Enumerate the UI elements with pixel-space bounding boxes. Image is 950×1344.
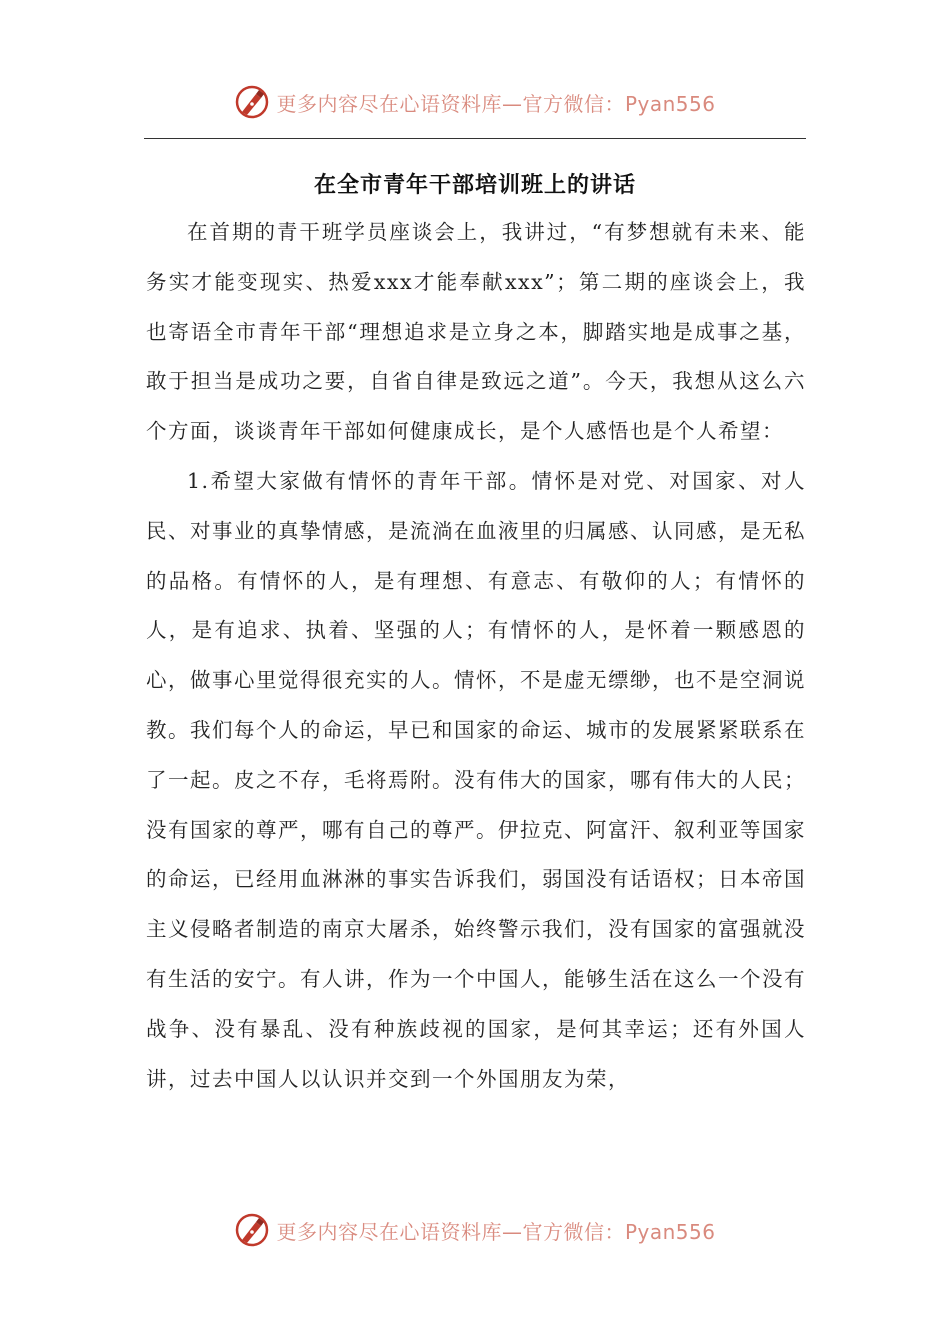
footer-banner xyxy=(0,1210,950,1250)
header-banner-text: 更多内容尽在心语资料库—官方微信：Pyan556 xyxy=(276,91,716,116)
header-banner xyxy=(0,82,950,122)
pen-nib-logo-icon xyxy=(234,1212,270,1248)
document-body xyxy=(146,208,806,1104)
pen-nib-logo-icon xyxy=(234,84,270,120)
header-divider xyxy=(144,138,806,139)
paragraph-intro: 在首期的青干班学员座谈会上，我讲过，“有梦想就有未来、能务实才能变现实、热爱xxx才能奉献xxx”；第二期的座谈会上，我也寄语全市青年干部“理想追求是立身之本，脚踏实地是成事之基，敢于担当是成功之要，自省自律是致远之道”。今天，我想从这么六个方面，谈谈青年干部如何健康成长，是个人感悟也是个人希望： xyxy=(146,220,806,444)
footer-banner-text: 更多内容尽在心语资料库—官方微信：Pyan556 xyxy=(276,1219,716,1244)
paragraph-point-1: 1.希望大家做有情怀的青年干部。情怀是对党、对国家、对人民、对事业的真挚情感，是流淌在血液里的归属感、认同感，是无私的品格。有情怀的人，是有理想、有意志、有敬仰的人；有情怀的人，是有追求、执着、坚强的人；有情怀的人，是怀着一颗感恩的心，做事心里觉得很充实的人。情怀，不是虚无缥缈，也不是空洞说教。我们每个人的命运，早已和国家的命运、城市的发展紧紧联系在了一起。皮之不存，毛将焉附。没有伟大的国家，哪有伟大的人民；没有国家的尊严，哪有自己的尊严。伊拉克、阿富汗、叙利亚等国家的命运，已经用血淋淋的事实告诉我们，弱国没有话语权；日本帝国主义侵略者制造的南京大屠杀，始终警示我们，没有国家的富强就没有生活的安宁。有人讲，作为一个中国人，能够生活在这么一个没有战争、没有暴乱、没有种族歧视的国家，是何其幸运；还有外国人讲，过去中国人以认识并交到一个外国朋友为荣， xyxy=(146,468,806,1091)
document-title: 在全市青年干部培训班上的讲话 xyxy=(313,173,636,198)
